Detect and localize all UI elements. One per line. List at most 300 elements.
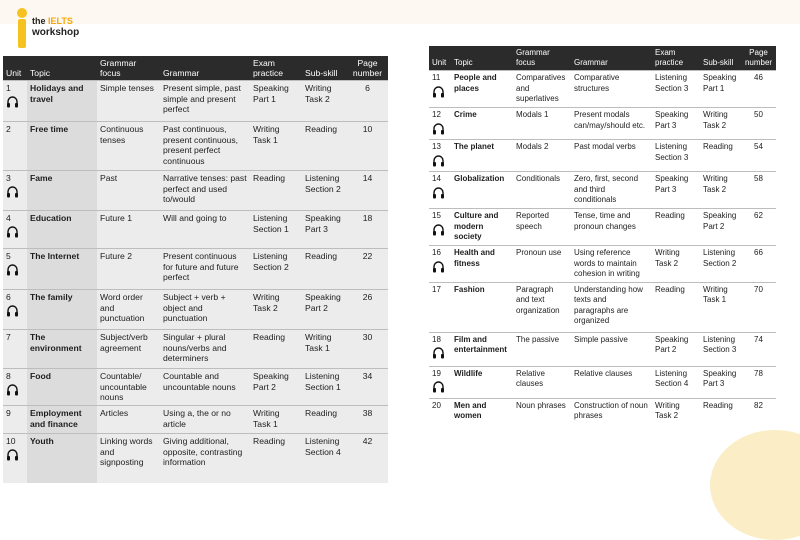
sub-skill-cell <box>302 122 347 171</box>
table-row <box>429 140 776 172</box>
unit-cell-text: 16 <box>432 248 441 257</box>
exam-practice-cell-text: Listening Section 1 <box>253 213 289 234</box>
sub-skill-cell <box>700 282 741 332</box>
topic-cell-text: Youth <box>30 436 54 446</box>
exam-practice-cell <box>250 330 302 369</box>
sub-skill-cell-text: Speaking Part 1 <box>703 73 737 93</box>
grammar-focus-cell <box>513 366 571 398</box>
sub-skill-cell-text: Listening Section 1 <box>305 371 341 392</box>
unit-cell <box>3 122 27 171</box>
brand-logo <box>12 4 92 48</box>
table-row <box>429 282 776 332</box>
exam-practice-cell <box>250 434 302 483</box>
grammar-cell <box>571 108 652 140</box>
unit-cell-text: 5 <box>6 251 11 261</box>
headphones-icon <box>6 225 19 238</box>
grammar-cell <box>160 122 250 171</box>
unit-cell <box>429 332 451 366</box>
table-row <box>3 330 388 369</box>
sub-skill-cell <box>700 108 741 140</box>
unit-cell-text: 9 <box>6 408 11 418</box>
exam-practice-cell <box>250 290 302 330</box>
page-number-cell-text: 26 <box>362 292 373 302</box>
topic-cell <box>27 81 97 122</box>
grammar-cell-text: Past modal verbs <box>574 142 636 151</box>
grammar-focus-cell <box>97 330 160 369</box>
grammar-cell-text: Tense, time and pronoun changes <box>574 211 636 231</box>
page-number-cell <box>347 330 388 369</box>
unit-cell-text: 3 <box>6 173 11 183</box>
contents-table-right <box>429 46 776 424</box>
headphones-icon <box>432 186 445 199</box>
table-row <box>3 290 388 330</box>
topic-cell <box>27 369 97 406</box>
unit-cell-text: 10 <box>6 436 16 446</box>
page-number-cell-text: 34 <box>362 371 373 381</box>
exam-practice-cell-text: Reading <box>655 211 685 220</box>
header-exam-practice: Exam practice <box>652 46 700 71</box>
page-number-cell <box>741 282 776 332</box>
unit-cell-text: 4 <box>6 213 11 223</box>
exam-practice-cell-text: Reading <box>253 332 286 342</box>
page-number-cell-text: 74 <box>754 334 763 344</box>
unit-cell <box>3 290 27 330</box>
grammar-focus-cell-text: Modals 1 <box>516 110 549 119</box>
grammar-focus-cell-text: Countable/ uncountable nouns <box>100 371 147 402</box>
unit-cell <box>3 330 27 369</box>
grammar-cell-text: Simple passive <box>574 334 628 344</box>
header-row <box>429 46 776 71</box>
unit-cell-text: 17 <box>432 284 441 294</box>
grammar-cell <box>571 282 652 332</box>
grammar-cell-text: Will and going to <box>163 213 227 223</box>
sub-skill-cell-text: Reading <box>305 251 338 261</box>
grammar-focus-cell <box>513 140 571 172</box>
topic-cell-text: Crime <box>454 110 477 119</box>
grammar-cell <box>160 406 250 434</box>
grammar-focus-cell <box>97 290 160 330</box>
grammar-focus-cell-text: Past <box>100 173 118 183</box>
headphones-icon <box>432 260 445 273</box>
exam-practice-cell <box>250 249 302 290</box>
topic-cell-text: People and places <box>454 73 497 93</box>
topic-cell-text: Education <box>30 213 72 223</box>
topic-cell <box>27 330 97 369</box>
topic-cell <box>27 122 97 171</box>
topic-cell <box>451 332 513 366</box>
topic-cell <box>451 140 513 172</box>
exam-practice-cell-text: Speaking Part 1 <box>253 83 289 104</box>
grammar-focus-cell <box>97 122 160 171</box>
grammar-cell <box>160 81 250 122</box>
grammar-focus-cell-text: Articles <box>100 408 129 418</box>
grammar-cell <box>160 171 250 211</box>
grammar-focus-cell <box>97 171 160 211</box>
header-exam-practice: Exam practice <box>250 56 302 81</box>
topic-cell-text: Holidays and travel <box>30 83 84 104</box>
sub-skill-cell-text: Writing Task 1 <box>305 332 332 353</box>
headphones-icon <box>6 95 19 108</box>
exam-practice-cell <box>652 209 700 246</box>
exam-practice-cell <box>652 140 700 172</box>
grammar-cell <box>571 398 652 424</box>
exam-practice-cell <box>652 398 700 424</box>
topic-cell-text: Wildlife <box>454 368 483 378</box>
unit-cell-text: 11 <box>432 73 441 82</box>
topic-cell <box>27 406 97 434</box>
sub-skill-cell-text: Writing Task 1 <box>703 284 728 304</box>
unit-cell-text: 19 <box>432 368 441 378</box>
sub-skill-cell-text: Listening Section 2 <box>703 248 737 268</box>
topic-cell-text: Culture and modern society <box>454 211 499 241</box>
right-table-body <box>429 71 776 425</box>
sub-skill-cell <box>700 366 741 398</box>
page-number-cell-text: 62 <box>754 211 763 220</box>
exam-practice-cell-text: Speaking Part 2 <box>655 334 689 354</box>
headphones-icon <box>6 448 19 461</box>
exam-practice-cell <box>250 122 302 171</box>
header-grammar: Grammar <box>160 56 250 81</box>
page-number-cell-text: 22 <box>362 251 373 261</box>
topic-cell <box>451 246 513 283</box>
unit-cell <box>429 209 451 246</box>
unit-cell <box>3 171 27 211</box>
exam-practice-cell-text: Writing Task 1 <box>253 408 280 429</box>
topic-cell-text: Globalization <box>454 174 505 183</box>
header-unit: Unit <box>3 56 27 81</box>
topic-cell-text: Food <box>30 371 51 381</box>
table-row <box>3 122 388 171</box>
headphones-icon <box>432 122 445 135</box>
topic-cell <box>27 211 97 249</box>
grammar-cell-text: Using reference words to maintain cohesion in writing <box>574 248 640 278</box>
sub-skill-cell <box>700 71 741 108</box>
header-topic: Topic <box>451 46 513 71</box>
sub-skill-cell <box>700 209 741 246</box>
grammar-cell-text: Present continuous for future and future perfect <box>163 251 239 282</box>
topic-cell-text: Health and fitness <box>454 248 495 268</box>
unit-cell <box>3 249 27 290</box>
grammar-focus-cell-text: Continuous tenses <box>100 124 144 145</box>
grammar-focus-cell-text: Noun phrases <box>516 400 566 410</box>
unit-cell <box>3 434 27 483</box>
sub-skill-cell <box>302 369 347 406</box>
sub-skill-cell <box>302 81 347 122</box>
grammar-cell <box>571 332 652 366</box>
topic-cell <box>451 209 513 246</box>
exam-practice-cell <box>250 211 302 249</box>
page-number-cell <box>741 332 776 366</box>
sub-skill-cell <box>302 406 347 434</box>
exam-practice-cell-text: Reading <box>253 436 286 446</box>
topic-cell-text: The planet <box>454 142 495 151</box>
sub-skill-cell-text: Writing Task 2 <box>305 83 332 104</box>
headphones-icon <box>6 263 19 276</box>
exam-practice-cell-text: Listening Section 3 <box>655 142 689 162</box>
exam-practice-cell <box>652 172 700 209</box>
unit-cell <box>429 366 451 398</box>
exam-practice-cell-text: Speaking Part 2 <box>253 371 289 392</box>
grammar-cell <box>160 249 250 290</box>
grammar-cell-text: Past continuous, present continuous, present perfect continuous <box>163 124 239 166</box>
page-number-cell-text: 82 <box>754 400 763 410</box>
page-number-cell <box>347 434 388 483</box>
exam-practice-cell-text: Writing Task 1 <box>253 124 280 145</box>
table-row <box>3 369 388 406</box>
grammar-focus-cell-text: Comparatives and superlatives <box>516 73 566 103</box>
unit-cell-text: 12 <box>432 110 441 119</box>
grammar-focus-cell <box>97 81 160 122</box>
grammar-focus-cell <box>97 249 160 290</box>
exam-practice-cell <box>652 108 700 140</box>
logo-line1: the IELTS <box>32 16 73 26</box>
grammar-cell <box>160 434 250 483</box>
sub-skill-cell <box>302 434 347 483</box>
unit-cell-text: 18 <box>432 334 441 344</box>
top-band <box>0 0 800 24</box>
table-row <box>429 172 776 209</box>
page-number-cell <box>347 249 388 290</box>
sub-skill-cell-text: Listening Section 3 <box>703 334 737 354</box>
grammar-focus-cell <box>97 211 160 249</box>
grammar-cell-text: Giving additional, opposite, contrasting information <box>163 436 243 467</box>
unit-cell <box>429 172 451 209</box>
grammar-focus-cell <box>513 246 571 283</box>
topic-cell-text: Film and entertainment <box>454 334 507 354</box>
exam-practice-cell <box>652 71 700 108</box>
header-row <box>3 56 388 81</box>
sub-skill-cell-text: Writing Task 2 <box>703 174 728 194</box>
unit-cell <box>429 108 451 140</box>
grammar-focus-cell-text: Future 2 <box>100 251 133 261</box>
decorative-blob <box>710 430 800 540</box>
logo-bar <box>18 19 26 48</box>
topic-cell <box>451 71 513 108</box>
exam-practice-cell <box>652 366 700 398</box>
contents-table-left <box>3 56 388 483</box>
table-row <box>429 108 776 140</box>
grammar-cell-text: Singular + plural nouns/verbs and determiners <box>163 332 227 363</box>
grammar-focus-cell <box>513 332 571 366</box>
unit-cell <box>429 246 451 283</box>
grammar-focus-cell-text: Simple tenses <box>100 83 154 93</box>
page-number-cell-text: 46 <box>754 73 763 82</box>
grammar-focus-cell-text: Modals 2 <box>516 142 549 151</box>
exam-practice-cell-text: Writing Task 2 <box>655 248 680 268</box>
sub-skill-cell-text: Writing Task 2 <box>703 110 728 130</box>
headphones-icon <box>432 154 445 167</box>
grammar-cell <box>571 366 652 398</box>
topic-cell-text: Men and women <box>454 400 487 420</box>
exam-practice-cell <box>652 246 700 283</box>
topic-cell <box>451 172 513 209</box>
exam-practice-cell-text: Speaking Part 3 <box>655 110 689 130</box>
grammar-cell-text: Present simple, past simple and present perfect <box>163 83 241 114</box>
page-number-cell <box>741 140 776 172</box>
header-page-number: Page number <box>347 56 388 81</box>
table-row <box>3 211 388 249</box>
grammar-focus-cell-text: Subject/verb agreement <box>100 332 148 353</box>
page-number-cell-text: 54 <box>754 142 763 151</box>
exam-practice-cell <box>652 332 700 366</box>
page-number-cell-text: 50 <box>754 110 763 119</box>
sub-skill-cell <box>700 172 741 209</box>
page-number-cell-text: 66 <box>754 248 763 257</box>
unit-cell <box>3 211 27 249</box>
grammar-focus-cell-text: Linking words and signposting <box>100 436 153 467</box>
logo-line2: workshop <box>32 27 80 38</box>
sub-skill-cell-text: Reading <box>703 142 733 151</box>
sub-skill-cell <box>302 330 347 369</box>
exam-practice-cell-text: Writing Task 2 <box>655 400 680 420</box>
sub-skill-cell <box>700 398 741 424</box>
left-table-body <box>3 81 388 483</box>
sub-skill-cell-text: Speaking Part 3 <box>305 213 341 234</box>
topic-cell <box>451 398 513 424</box>
grammar-cell-text: Present modals can/may/should etc. <box>574 110 646 130</box>
sub-skill-cell <box>700 140 741 172</box>
grammar-focus-cell <box>97 434 160 483</box>
grammar-cell-text: Countable and uncountable nouns <box>163 371 236 392</box>
topic-cell-text: The environment <box>30 332 82 353</box>
grammar-cell <box>571 246 652 283</box>
sub-skill-cell-text: Reading <box>305 124 338 134</box>
topic-cell <box>451 282 513 332</box>
exam-practice-cell-text: Reading <box>655 284 685 294</box>
grammar-cell <box>160 369 250 406</box>
sub-skill-cell <box>700 246 741 283</box>
grammar-focus-cell <box>513 209 571 246</box>
exam-practice-cell-text: Listening Section 3 <box>655 73 689 93</box>
logo-dot <box>17 8 27 18</box>
page-number-cell <box>741 246 776 283</box>
unit-cell <box>3 369 27 406</box>
unit-cell-text: 2 <box>6 124 11 134</box>
grammar-cell <box>160 290 250 330</box>
table-row <box>3 406 388 434</box>
table-row <box>429 366 776 398</box>
page-number-cell <box>347 369 388 406</box>
topic-cell-text: Free time <box>30 124 69 134</box>
table-row <box>429 209 776 246</box>
unit-cell <box>429 71 451 108</box>
grammar-cell-text: Construction of noun phrases <box>574 400 648 420</box>
topic-cell <box>451 108 513 140</box>
sub-skill-cell-text: Speaking Part 2 <box>305 292 341 313</box>
table-row <box>3 171 388 211</box>
unit-cell-text: 14 <box>432 174 441 183</box>
page-number-cell-text: 30 <box>362 332 373 342</box>
topic-cell <box>27 290 97 330</box>
exam-practice-cell <box>250 171 302 211</box>
page-number-cell-text: 42 <box>362 436 373 446</box>
grammar-cell <box>571 209 652 246</box>
page-number-cell-text: 10 <box>362 124 373 134</box>
page-number-cell <box>347 290 388 330</box>
table-row <box>3 434 388 483</box>
exam-practice-cell-text: Listening Section 2 <box>253 251 289 272</box>
grammar-focus-cell-text: Word order and punctuation <box>100 292 145 323</box>
page-number-cell <box>347 211 388 249</box>
page-number-cell <box>741 172 776 209</box>
table-row <box>3 81 388 122</box>
header-grammar: Grammar <box>571 46 652 71</box>
topic-cell-text: The Internet <box>30 251 80 261</box>
sub-skill-cell <box>302 211 347 249</box>
table-row <box>3 249 388 290</box>
grammar-cell <box>160 211 250 249</box>
exam-practice-cell <box>250 406 302 434</box>
page-number-cell <box>741 366 776 398</box>
grammar-cell-text: Understanding how texts and paragraphs are organized <box>574 284 643 325</box>
headphones-icon <box>432 85 445 98</box>
table-row <box>429 398 776 424</box>
header-grammar-focus: Grammar focus <box>513 46 571 71</box>
page-number-cell-text: 38 <box>362 408 373 418</box>
header-sub-skill: Sub-skill <box>700 46 741 71</box>
headphones-icon <box>6 304 19 317</box>
page-number-cell-text: 78 <box>754 368 763 378</box>
topic-cell <box>27 434 97 483</box>
exam-practice-cell <box>652 282 700 332</box>
page-number-cell <box>741 71 776 108</box>
unit-cell-text: 20 <box>432 400 441 410</box>
sub-skill-cell <box>302 290 347 330</box>
grammar-cell-text: Subject + verb + object and punctuation <box>163 292 226 323</box>
unit-cell <box>3 81 27 122</box>
header-unit: Unit <box>429 46 451 71</box>
exam-practice-cell-text: Reading <box>253 173 286 183</box>
headphones-icon <box>432 346 445 359</box>
topic-cell-text: Fame <box>30 173 53 183</box>
exam-practice-cell-text: Speaking Part 3 <box>655 174 689 194</box>
page-number-cell-text: 58 <box>754 174 763 183</box>
topic-cell-text: Fashion <box>454 284 485 294</box>
topic-cell-text: The family <box>30 292 73 302</box>
unit-cell-text: 8 <box>6 371 11 381</box>
topic-cell <box>27 249 97 290</box>
page-number-cell <box>347 122 388 171</box>
page-number-cell <box>347 406 388 434</box>
page-number-cell-text: 18 <box>362 213 373 223</box>
table-row <box>429 332 776 366</box>
sub-skill-cell <box>302 171 347 211</box>
page-number-cell-text: 6 <box>365 83 370 93</box>
page-number-cell <box>741 209 776 246</box>
headphones-icon <box>6 185 19 198</box>
topic-cell <box>27 171 97 211</box>
grammar-cell-text: Comparative structures <box>574 73 620 93</box>
header-page-number: Page number <box>741 46 776 71</box>
grammar-focus-cell <box>513 108 571 140</box>
unit-cell-text: 15 <box>432 211 441 220</box>
grammar-cell <box>571 71 652 108</box>
unit-cell-text: 7 <box>6 332 11 342</box>
grammar-cell-text: Using a, the or no article <box>163 408 231 429</box>
page-number-cell-text: 14 <box>362 173 373 183</box>
unit-cell-text: 1 <box>6 83 11 93</box>
sub-skill-cell <box>700 332 741 366</box>
exam-practice-cell <box>250 81 302 122</box>
grammar-focus-cell <box>513 172 571 209</box>
grammar-cell <box>571 172 652 209</box>
unit-cell-text: 13 <box>432 142 441 151</box>
grammar-focus-cell-text: Paragraph and text organization <box>516 284 560 315</box>
unit-cell-text: 6 <box>6 292 11 302</box>
unit-cell <box>3 406 27 434</box>
table-row <box>429 71 776 108</box>
grammar-focus-cell <box>513 398 571 424</box>
